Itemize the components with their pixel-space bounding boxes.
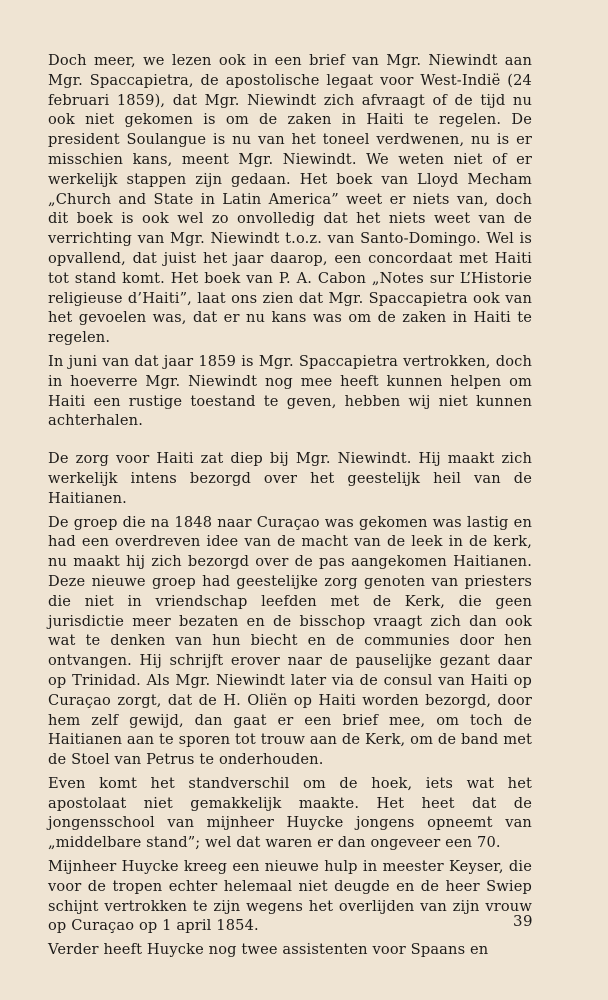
page-number: 39 — [513, 912, 534, 930]
paragraph: Mijnheer Huycke kreeg een nieuwe hulp in meester Keyser, die voor de tropen echter helemaal niet deugde en de heer Swiep schijnt vertrokken te zijn wegens het overlijden van zijn vrouw op Curaçao op 1 april 1854. — [48, 858, 532, 935]
paragraph: Doch meer, we lezen ook in een brief van Mgr. Niewindt aan Mgr. Spaccapietra, de apostolische legaat voor West-Indië (24 februari 1859), dat Mgr. Niewindt zich afvraagt of de tijd nu ook niet gekomen is om de zaken in Haiti te regelen. De president Soulangue is nu van het toneel verdwenen, nu is er misschien kans, meent Mgr. Niewindt. We weten niet of er werkelijk stappen zijn gedaan. Het boek van Lloyd Mecham „Church and State in Latin America” weet er niets van, doch dit boek is ook wel zo onvolledig dat het niets weet van de verrichting van Mgr. Niewindt t.o.z. van Santo-Domingo. Wel is opvallend, dat juist het jaar daarop, een concordaat met Haiti tot stand komt. Het boek van P. A. Cabon „Notes sur L’Historie religieuse d’Haiti”, laat ons zien dat Mgr. Spaccapietra ook van het gevoelen was, dat er nu kans was om de zaken in Haiti te regelen. — [48, 52, 532, 347]
paragraph: In juni van dat jaar 1859 is Mgr. Spaccapietra vertrokken, doch in hoeverre Mgr. Niewindt nog mee heeft kunnen helpen om Haiti een rustige toestand te geven, hebben wij niet kunnen achterhalen. — [48, 352, 532, 430]
paragraph: Verder heeft Huycke nog twee assistenten voor Spaans en — [48, 941, 489, 959]
paragraph: De groep die na 1848 naar Curaçao was gekomen was lastig en had een overdreven idee van de macht van de leek in de kerk, nu maakt hij zich bezorgd over de pas aangekomen Haitianen. Deze nieuwe groep had geestelijke zorg genoten van priesters die niet in vriendschap leefden met de Kerk, die geen jurisdictie meer bezaten en de bisschop vraagt zich dan ook wat te denken van hun biecht en de communies door hen ontvangen. Hij schrijft erover naar de pauselijke gezant daar op Trinidad. Als Mgr. Niewindt later via de consul van Haiti op Curaçao zorgt, dat de H. Oliën op Haiti worden bezorgd, door hem zelf gewijd, dan gaat er een brief mee, om toch de Haitianen aan te sporen tot trouw aan de Kerk, om de band met de Stoel van Petrus te onderhouden. — [48, 513, 532, 769]
paragraph: Even komt het standverschil om de hoek, iets wat het apostolaat niet gemakkelijk maakte. Het heet dat de jongensschool van mijnheer Huycke jongens opneemt van „middelbare stand”; wel dat waren er dan ongeveer een 70. — [48, 774, 532, 852]
body-text — [48, 51, 532, 964]
paragraph: De zorg voor Haiti zat diep bij Mgr. Niewindt. Hij maakt zich werkelijk intens bezorgd over het geestelijk heil van de Haitianen. — [48, 450, 532, 507]
